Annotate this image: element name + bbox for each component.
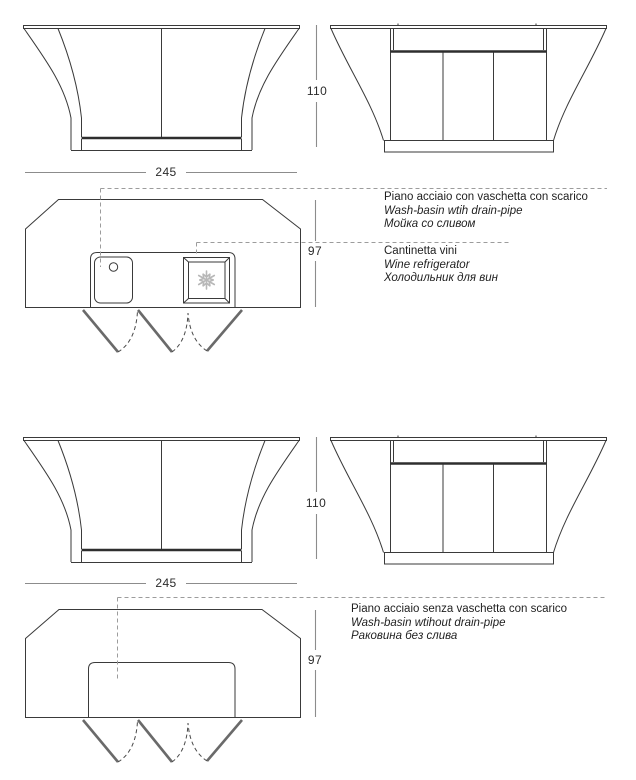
shelf-inner-sides	[394, 29, 544, 51]
annotation-line-en: Wash-basin wtihout drain-pipe	[351, 616, 506, 629]
counter-top	[331, 26, 607, 29]
annotation-basin-with-drain	[384, 191, 588, 232]
front-view	[24, 26, 300, 151]
annotation-line-ru: Мойка со сливом	[384, 218, 476, 230]
annotation-line-ru: Холодильник для вин	[384, 272, 498, 284]
snowflake-icon	[197, 271, 216, 289]
width-dimension-top: 245	[155, 165, 177, 179]
open-door-right	[207, 310, 242, 351]
door-swing-lines	[83, 720, 242, 762]
cabinet-sides	[391, 29, 547, 141]
open-door-left	[83, 310, 118, 352]
depth-dimension-bottom: 97	[307, 653, 323, 667]
plinth-leg-edges	[82, 139, 242, 150]
left-outer-curve	[24, 29, 71, 151]
left-inner-curve	[58, 29, 82, 138]
counter-plan-outline	[26, 200, 301, 308]
open-door-right	[207, 720, 242, 761]
annotation-wine-fridge	[384, 245, 498, 286]
wine-refrigerator	[184, 258, 230, 304]
swing-arc-right	[188, 313, 207, 351]
basin-outline	[95, 257, 133, 303]
left-curve	[331, 29, 384, 141]
open-door-left	[83, 720, 118, 762]
plinth	[385, 141, 554, 153]
swing-arc-right	[188, 723, 207, 761]
width-dimension-bottom: 245	[155, 576, 177, 590]
counter-top	[24, 26, 300, 29]
annotation-line-en: Wine refrigerator	[384, 258, 470, 271]
depth-dimension-top: 97	[307, 244, 323, 258]
right-curve	[554, 29, 607, 141]
counter-plan-outline	[26, 610, 301, 718]
annotation-line-it: Cantinetta vini	[384, 245, 457, 257]
drain-hole	[109, 263, 117, 271]
open-door-middle	[138, 310, 172, 352]
annotation-line-ru: Раковина без слива	[351, 630, 458, 642]
right-inner-curve	[242, 29, 266, 138]
annotation-line-it: Piano acciaio senza vaschetta con scarico	[351, 603, 568, 615]
door-swing-lines	[83, 310, 242, 352]
swing-arc-middle	[172, 313, 188, 352]
height-dimension-top: 110	[306, 84, 328, 98]
door-dividers	[443, 53, 494, 141]
annotation-line-en: Wash-basin wtih drain-pipe	[384, 204, 523, 217]
height-dimension-bottom: 110	[305, 496, 327, 510]
annotation-basin-without-drain	[351, 603, 567, 644]
annotation-line-it: Piano acciaio con vaschetta con scarico	[384, 191, 588, 203]
open-door-middle	[138, 720, 172, 762]
right-outer-curve	[252, 29, 299, 151]
back-view	[331, 24, 607, 153]
swing-arc-left	[118, 311, 138, 352]
swing-arc-middle	[172, 723, 188, 762]
wash-basin	[95, 257, 133, 303]
back-view-bottom	[331, 436, 607, 565]
front-view-bottom	[24, 438, 300, 563]
swing-arc-left	[118, 721, 138, 762]
inner-panel	[89, 663, 236, 718]
